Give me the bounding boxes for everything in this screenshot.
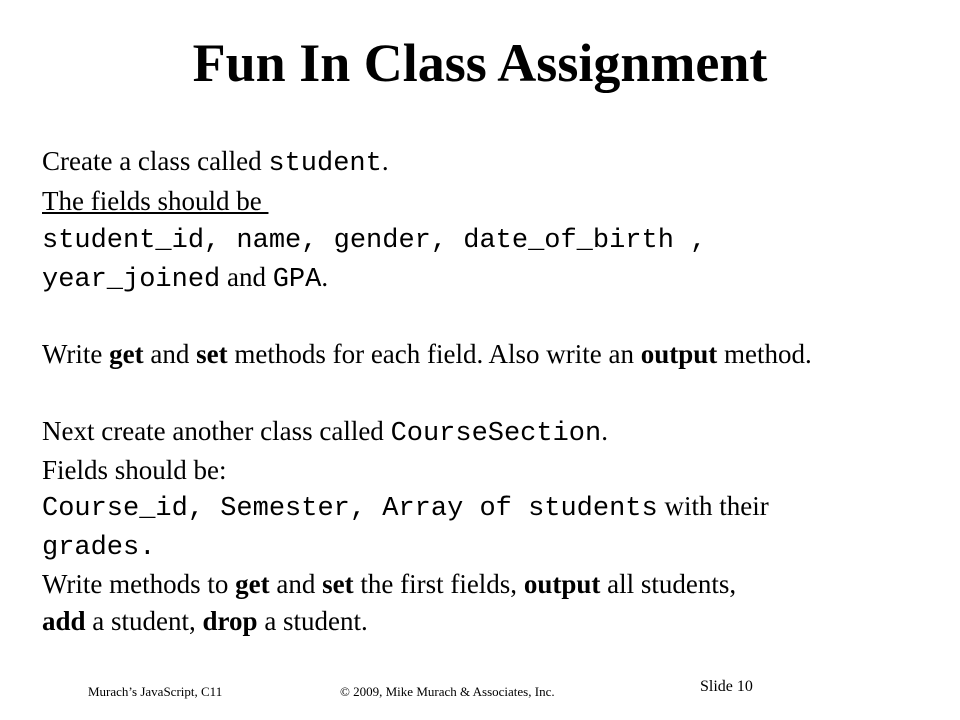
text: a student, xyxy=(85,606,203,636)
text: and xyxy=(269,569,323,599)
slide-number: Slide 10 xyxy=(700,678,753,695)
text: the first fields, xyxy=(353,569,524,599)
text-line-6 xyxy=(42,413,608,452)
text-line-1 xyxy=(42,143,389,182)
code-text: student_id, name, gender, date_of_birth , xyxy=(42,226,707,256)
text: with their xyxy=(657,491,769,521)
code-text: Course_id, Semester, Array of students xyxy=(42,494,658,524)
code-text: year_joined xyxy=(42,265,221,295)
text: Create a class called xyxy=(42,146,269,176)
bold-text: output xyxy=(523,569,601,599)
text: Write methods to xyxy=(42,569,236,599)
slide-title: Fun In Class Assignment xyxy=(192,33,768,93)
underlined-text: The fields should be xyxy=(42,186,269,216)
text: . xyxy=(601,416,608,446)
bold-text: set xyxy=(322,569,354,599)
text-line-11 xyxy=(42,603,368,639)
bold-text: output xyxy=(640,339,718,369)
code-text: CourseSection xyxy=(390,419,602,449)
footer-book-title: Murach’s JavaScript, C11 xyxy=(88,684,223,699)
text: Write xyxy=(42,339,110,369)
text-line-10 xyxy=(42,566,736,602)
code-text: grades. xyxy=(42,533,156,563)
bold-text: add xyxy=(42,606,86,636)
text: all students, xyxy=(600,569,737,599)
bold-text: set xyxy=(196,339,228,369)
text: and xyxy=(143,339,197,369)
text: method. xyxy=(717,339,812,369)
text: and xyxy=(220,262,273,292)
text-line-7 xyxy=(42,452,227,488)
text: a student. xyxy=(257,606,368,636)
bold-text: drop xyxy=(202,606,258,636)
text-line-5 xyxy=(42,336,812,372)
bold-text: get xyxy=(109,339,144,369)
text: Fields should be: xyxy=(42,455,227,485)
code-text: GPA xyxy=(272,265,322,295)
text-line-4 xyxy=(42,259,328,298)
footer-copyright: © 2009, Mike Murach & Associates, Inc. xyxy=(340,684,555,699)
code-text: student xyxy=(268,149,382,179)
text-line-8 xyxy=(42,488,769,527)
text: Next create another class called xyxy=(42,416,391,446)
text: . xyxy=(381,146,389,176)
text-line-3 xyxy=(42,220,706,259)
bold-text: get xyxy=(235,569,270,599)
text-line-2 xyxy=(42,183,268,219)
text: . xyxy=(321,262,329,292)
text-line-9 xyxy=(42,527,155,566)
text: methods for each field. Also write an xyxy=(227,339,641,369)
